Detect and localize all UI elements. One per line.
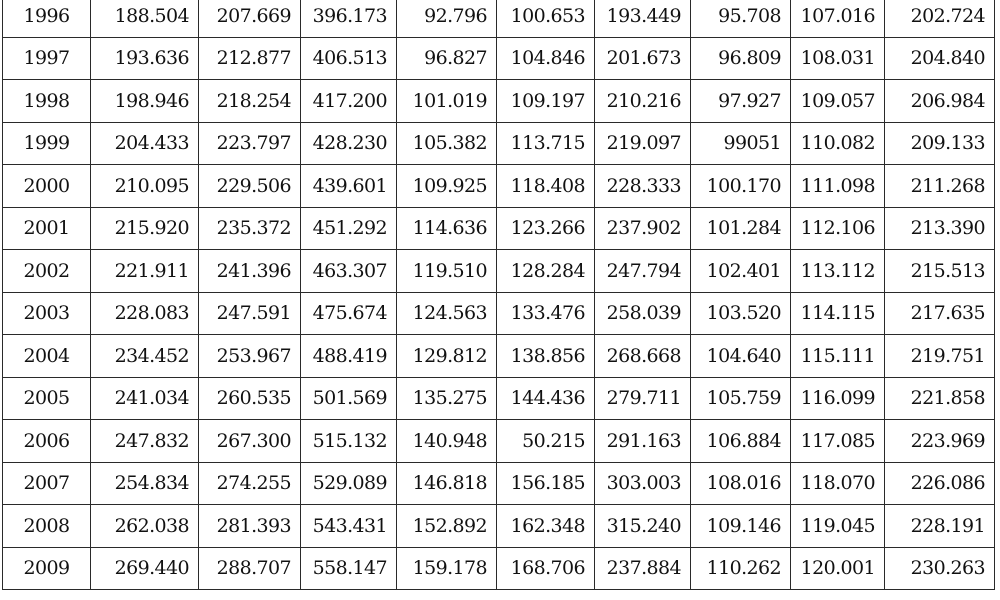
value-cell: 303.003 — [595, 462, 691, 505]
table-row — [3, 37, 995, 80]
value-cell: 152.892 — [397, 505, 497, 548]
value-cell: 104.846 — [497, 37, 595, 80]
value-cell: 211.268 — [885, 165, 995, 208]
value-cell: 262.038 — [91, 505, 199, 548]
value-cell: 223.969 — [885, 420, 995, 463]
value-cell: 113.112 — [791, 250, 885, 293]
value-cell: 140.948 — [397, 420, 497, 463]
value-cell: 95.708 — [691, 0, 791, 37]
value-cell: 247.591 — [199, 292, 301, 335]
value-cell: 406.513 — [301, 37, 397, 80]
value-cell: 488.419 — [301, 335, 397, 378]
value-cell: 104.640 — [691, 335, 791, 378]
value-cell: 241.396 — [199, 250, 301, 293]
value-cell: 428.230 — [301, 122, 397, 165]
value-cell: 543.431 — [301, 505, 397, 548]
data-table-container — [2, 0, 994, 590]
value-cell: 119.510 — [397, 250, 497, 293]
value-cell: 100.170 — [691, 165, 791, 208]
value-cell: 267.300 — [199, 420, 301, 463]
value-cell: 159.178 — [397, 547, 497, 590]
year-cell: 2000 — [3, 165, 91, 208]
value-cell: 106.884 — [691, 420, 791, 463]
table-body — [3, 0, 995, 590]
value-cell: 120.001 — [791, 547, 885, 590]
value-cell: 226.086 — [885, 462, 995, 505]
value-cell: 218.254 — [199, 80, 301, 123]
year-cell: 2004 — [3, 335, 91, 378]
table-row — [3, 80, 995, 123]
value-cell: 396.173 — [301, 0, 397, 37]
value-cell: 247.832 — [91, 420, 199, 463]
value-cell: 101.284 — [691, 207, 791, 250]
value-cell: 114.636 — [397, 207, 497, 250]
value-cell: 99051 — [691, 122, 791, 165]
value-cell: 109.925 — [397, 165, 497, 208]
value-cell: 237.884 — [595, 547, 691, 590]
value-cell: 193.636 — [91, 37, 199, 80]
value-cell: 210.095 — [91, 165, 199, 208]
value-cell: 439.601 — [301, 165, 397, 208]
year-cell: 2009 — [3, 547, 91, 590]
value-cell: 207.669 — [199, 0, 301, 37]
value-cell: 219.097 — [595, 122, 691, 165]
value-cell: 291.163 — [595, 420, 691, 463]
value-cell: 451.292 — [301, 207, 397, 250]
year-cell: 2003 — [3, 292, 91, 335]
value-cell: 228.083 — [91, 292, 199, 335]
value-cell: 146.818 — [397, 462, 497, 505]
value-cell: 288.707 — [199, 547, 301, 590]
year-cell: 2008 — [3, 505, 91, 548]
value-cell: 237.902 — [595, 207, 691, 250]
year-cell: 1998 — [3, 80, 91, 123]
value-cell: 102.401 — [691, 250, 791, 293]
value-cell: 228.333 — [595, 165, 691, 208]
value-cell: 558.147 — [301, 547, 397, 590]
value-cell: 221.911 — [91, 250, 199, 293]
value-cell: 119.045 — [791, 505, 885, 548]
value-cell: 223.797 — [199, 122, 301, 165]
value-cell: 281.393 — [199, 505, 301, 548]
value-cell: 417.200 — [301, 80, 397, 123]
table-row — [3, 462, 995, 505]
value-cell: 215.513 — [885, 250, 995, 293]
value-cell: 118.070 — [791, 462, 885, 505]
value-cell: 101.019 — [397, 80, 497, 123]
value-cell: 128.284 — [497, 250, 595, 293]
table-row — [3, 335, 995, 378]
value-cell: 215.920 — [91, 207, 199, 250]
value-cell: 110.262 — [691, 547, 791, 590]
value-cell: 123.266 — [497, 207, 595, 250]
value-cell: 124.563 — [397, 292, 497, 335]
value-cell: 235.372 — [199, 207, 301, 250]
value-cell: 229.506 — [199, 165, 301, 208]
year-cell: 2005 — [3, 377, 91, 420]
value-cell: 198.946 — [91, 80, 199, 123]
value-cell: 210.216 — [595, 80, 691, 123]
value-cell: 201.673 — [595, 37, 691, 80]
value-cell: 129.812 — [397, 335, 497, 378]
value-cell: 213.390 — [885, 207, 995, 250]
table-row — [3, 505, 995, 548]
year-cell: 2001 — [3, 207, 91, 250]
value-cell: 109.197 — [497, 80, 595, 123]
value-cell: 212.877 — [199, 37, 301, 80]
value-cell: 108.016 — [691, 462, 791, 505]
value-cell: 204.840 — [885, 37, 995, 80]
table-row — [3, 292, 995, 335]
value-cell: 241.034 — [91, 377, 199, 420]
value-cell: 219.751 — [885, 335, 995, 378]
value-cell: 268.668 — [595, 335, 691, 378]
value-cell: 138.856 — [497, 335, 595, 378]
value-cell: 97.927 — [691, 80, 791, 123]
value-cell: 144.436 — [497, 377, 595, 420]
value-cell: 100.653 — [497, 0, 595, 37]
value-cell: 135.275 — [397, 377, 497, 420]
value-cell: 204.433 — [91, 122, 199, 165]
value-cell: 109.057 — [791, 80, 885, 123]
value-cell: 115.111 — [791, 335, 885, 378]
value-cell: 515.132 — [301, 420, 397, 463]
value-cell: 96.809 — [691, 37, 791, 80]
value-cell: 118.408 — [497, 165, 595, 208]
value-cell: 529.089 — [301, 462, 397, 505]
value-cell: 111.098 — [791, 165, 885, 208]
value-cell: 274.255 — [199, 462, 301, 505]
table-row — [3, 250, 995, 293]
value-cell: 110.082 — [791, 122, 885, 165]
table-row — [3, 207, 995, 250]
value-cell: 133.476 — [497, 292, 595, 335]
value-cell: 230.263 — [885, 547, 995, 590]
value-cell: 209.133 — [885, 122, 995, 165]
table-row — [3, 165, 995, 208]
value-cell: 258.039 — [595, 292, 691, 335]
value-cell: 228.191 — [885, 505, 995, 548]
value-cell: 105.759 — [691, 377, 791, 420]
value-cell: 193.449 — [595, 0, 691, 37]
value-cell: 112.106 — [791, 207, 885, 250]
value-cell: 269.440 — [91, 547, 199, 590]
value-cell: 50.215 — [497, 420, 595, 463]
value-cell: 247.794 — [595, 250, 691, 293]
value-cell: 114.115 — [791, 292, 885, 335]
year-cell: 2006 — [3, 420, 91, 463]
value-cell: 315.240 — [595, 505, 691, 548]
value-cell: 116.099 — [791, 377, 885, 420]
value-cell: 501.569 — [301, 377, 397, 420]
value-cell: 117.085 — [791, 420, 885, 463]
table-row — [3, 0, 995, 37]
table-row — [3, 122, 995, 165]
value-cell: 113.715 — [497, 122, 595, 165]
year-cell: 1996 — [3, 0, 91, 37]
data-table — [2, 0, 995, 590]
value-cell: 108.031 — [791, 37, 885, 80]
value-cell: 475.674 — [301, 292, 397, 335]
value-cell: 162.348 — [497, 505, 595, 548]
value-cell: 254.834 — [91, 462, 199, 505]
table-row — [3, 547, 995, 590]
value-cell: 168.706 — [497, 547, 595, 590]
value-cell: 188.504 — [91, 0, 199, 37]
year-cell: 2002 — [3, 250, 91, 293]
value-cell: 206.984 — [885, 80, 995, 123]
value-cell: 253.967 — [199, 335, 301, 378]
value-cell: 234.452 — [91, 335, 199, 378]
value-cell: 107.016 — [791, 0, 885, 37]
value-cell: 260.535 — [199, 377, 301, 420]
value-cell: 109.146 — [691, 505, 791, 548]
value-cell: 103.520 — [691, 292, 791, 335]
table-row — [3, 377, 995, 420]
value-cell: 156.185 — [497, 462, 595, 505]
value-cell: 96.827 — [397, 37, 497, 80]
value-cell: 105.382 — [397, 122, 497, 165]
value-cell: 221.858 — [885, 377, 995, 420]
year-cell: 1997 — [3, 37, 91, 80]
value-cell: 463.307 — [301, 250, 397, 293]
value-cell: 92.796 — [397, 0, 497, 37]
value-cell: 217.635 — [885, 292, 995, 335]
year-cell: 2007 — [3, 462, 91, 505]
value-cell: 279.711 — [595, 377, 691, 420]
table-row — [3, 420, 995, 463]
value-cell: 202.724 — [885, 0, 995, 37]
year-cell: 1999 — [3, 122, 91, 165]
